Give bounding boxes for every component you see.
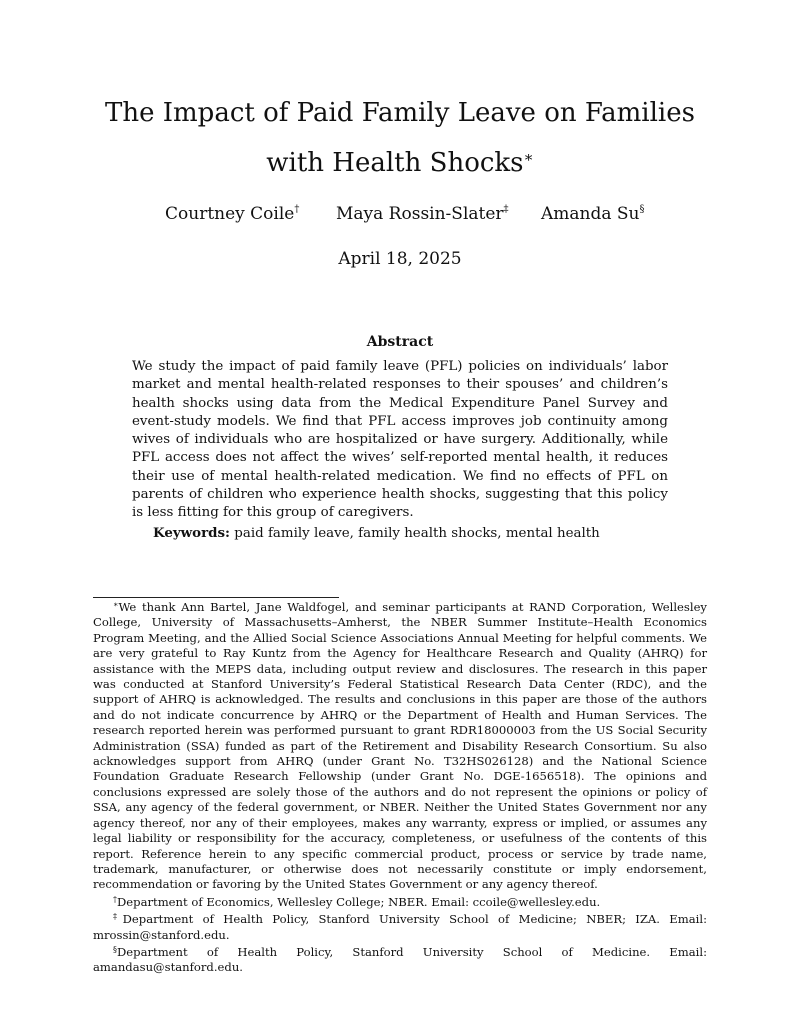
author-3 [541, 204, 645, 224]
author-footnote-mark: § [639, 204, 645, 215]
footnote-mark: ∗ [113, 600, 119, 609]
footnote-text: Department of Economics, Wellesley College; NBER. Email: ccoile@wellesley.edu. [117, 894, 601, 909]
paper-title-text: The Impact of Paid Family Leave on Families with Health Shocks [105, 98, 695, 178]
footnote-text: Department of Health Policy, Stanford University School of Medicine. Email: amandasu@stanford.edu. [93, 944, 707, 975]
keywords-line [153, 525, 600, 541]
footnote-text: We thank Ann Bartel, Jane Waldfogel, and seminar participants at RAND Corporation, Wellesley College, University of Massachusetts–Amherst, the NBER Summer Institute–Health Economics Program Meeting, and the Allied Social Science Associations Annual Meeting for helpful comments. We are very grateful to Ray Kuntz from the Agency for Healthcare Research and Quality (AHRQ) for assistance with the MEPS data, including output review and disclosures. The research in this paper was conducted at Stanford University’s Federal Statistical Research Data Center (RDC), and the support of AHRQ is acknowledged. The results and conclusions in this paper are those of the authors and do not indicate concurrence by AHRQ or the Department of Health and Human Services. The research reported herein was performed pursuant to grant RDR18000003 from the US Social Security Administration (SSA) funded as part of the Retirement and Disability Research Consortium. Su also acknowledges support from AHRQ (under Grant No. T32HS026128) and the National Science Foundation Graduate Research Fellowship (under Grant No. DGE-1656518). The opinions and conclusions expressed are solely those of the authors and do not represent the opinions or policy of SSA, any agency of the federal government, or NBER. Neither the United States Government nor any agency thereof, nor any of their employees, makes any warranty, express or implied, or assumes any legal liability or responsibility for the accuracy, completeness, or usefulness of the contents of this report. Reference herein to any specific commercial product, process or service by trade name, trademark, manufacturer, or otherwise does not necessarily constitute or imply endorsement, recommendation or favoring by the United States Government or any agency thereof. [93, 600, 707, 892]
author-footnote-mark: ‡ [503, 204, 509, 215]
abstract-heading: Abstract [366, 334, 434, 350]
author-2 [336, 204, 509, 224]
footnotes [93, 600, 707, 976]
author-footnote-mark: † [294, 204, 300, 215]
author-name: Amanda Su [541, 204, 640, 224]
footnote-acknowledgments [93, 600, 707, 893]
author-name: Courtney Coile [165, 204, 295, 224]
footnote-mark: ‡ [113, 912, 123, 922]
footnote-author-1 [93, 895, 707, 910]
abstract-text: We study the impact of paid family leave (PFL) policies on individuals’ labor market and mental health-related responses to their spouses’ and children’s health shocks using data from the Medical Expenditure Panel Survey and event-study models. We find that PFL access improves job continuity among wives of individuals who are hospitalized or have surgery. Additionally, while PFL access does not affect the wives’ self-reported mental health, it reduces their use of mental health-related medication. We find no effects of PFL on parents of children who experience health shocks, suggesting that this policy is less fitting for this group of caregivers. [132, 359, 668, 521]
footnote-mark: § [113, 944, 117, 954]
footnote-author-2 [93, 912, 707, 943]
title-footnote-mark: ∗ [523, 148, 534, 166]
keywords-label: Keywords: [153, 525, 231, 541]
footnote-author-3 [93, 945, 707, 976]
paper-title [80, 88, 720, 188]
footnote-divider [93, 597, 339, 598]
author-name: Maya Rossin-Slater [336, 204, 504, 224]
keywords-text: paid family leave, family health shocks, mental health [234, 526, 600, 541]
author-1 [165, 204, 299, 224]
paper-date: April 18, 2025 [338, 249, 462, 269]
author-list [0, 204, 800, 228]
footnote-text: Department of Health Policy, Stanford University School of Medicine; NBER; IZA. Email: mrossin@stanford.edu. [93, 912, 707, 942]
footnote-mark: † [113, 894, 117, 904]
